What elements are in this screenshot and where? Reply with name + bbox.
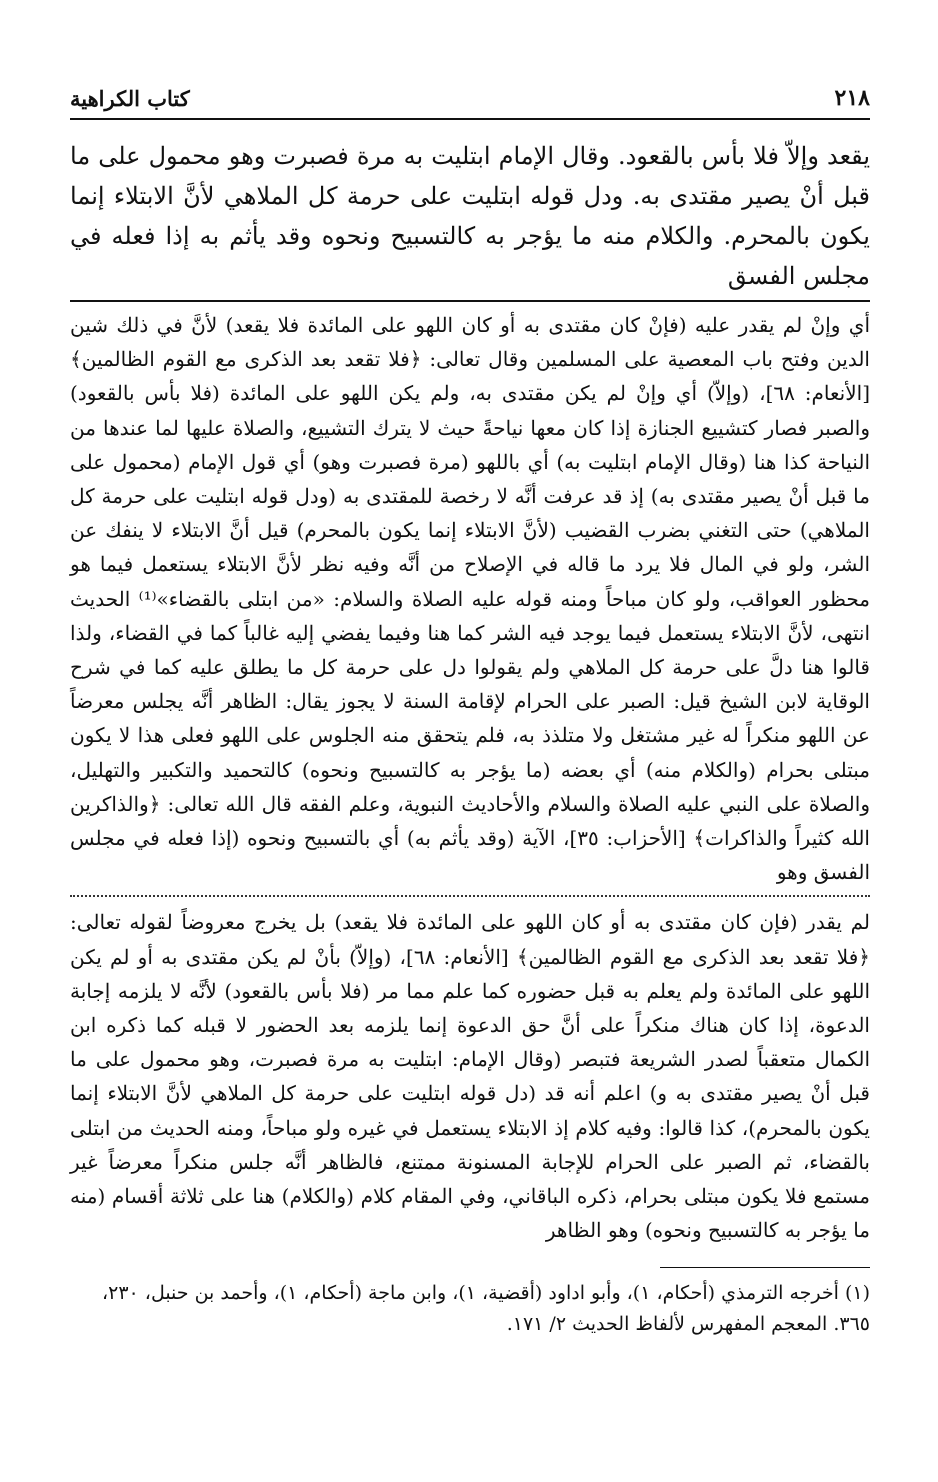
running-header [70,80,870,120]
commentary-paragraph: أي وإنْ لم يقدر عليه (فإنْ كان مقتدى به أو كان اللهو على المائدة فلا يقعد) لأنَّ في ذلك شين الدين وفتح باب المعصية على المسلمين وقال تعالى: ﴿فلا تقعد بعد الذكرى مع القوم الظالمين﴾ [الأنعام: ٦٨]، (وإلاّ) أي وإنْ لم يكن مقتدى به، ولم يكن اللهو على المائدة (فلا بأس بالقعود) والصبر فصار كتشييع الجنازة إذا كان معها نياحةً حيث لا يترك التشييع، والصلاة عليها لما عندها من النياحة كذا هنا (وقال الإمام ابتليت به) أي باللهو (مرة فصبرت وهو) أي قول الإمام (محمول على ما قبل أنْ يصير مقتدى به) إذ قد عرفت أنَّه لا رخصة للمقتدى به (ودل قوله ابتليت على حرمة كل الملاهي) حتى التغني بضرب القضيب (لأنَّ الابتلاء إنما يكون بالمحرم) قيل أنَّ الابتلاء لا ينفك عن الشر، ولو في المال فلا يرد ما قاله في الإصلاح من أنَّه وفيه نظر لأنَّ الابتلاء يستعمل فيما هو محظور العواقب، ولو كان مباحاً ومنه قوله عليه الصلاة والسلام: «من ابتلى بالقضاء»⁽¹⁾ الحديث انتهى، لأنَّ الابتلاء يستعمل فيما يوجد فيه الشر كما هنا وفيما يفضي إليه غالباً كما في القضاء، ولذا قالوا هنا دلَّ على حرمة كل الملاهي ولم يقولوا دل على حرمة كل ما يطلق عليه كما في شرح الوقاية لابن الشيخ قيل: الصبر على الحرام لإقامة السنة لا يجوز يقال: الظاهر أنَّه يجلس معرضاً عن اللهو منكراً له غير مشتغل ولا متلذذ به، فلم يتحقق منه الجلوس على اللهو فعلى هذا لا يكون مبتلى بحرام (والكلام منه) أي بعضه (ما يؤجر به كالتسبيح ونحوه) كالتحميد والتكبير والتهليل، والصلاة على النبي عليه الصلاة والسلام والأحاديث النبوية، وعلم الفقه قال الله تعالى: ﴿والذاكرين الله كثيراً والذاكرات﴾ [الأحزاب: ٣٥]، الآية (وقد يأثم به) أي بالتسبيح ونحوه (إذا فعله في مجلس الفسق وهو [70,313,871,885]
commentary-block-2 [70,905,870,1247]
page-number: ٢١٨ [834,85,870,111]
book-title: كتاب الكراهية [70,85,190,111]
commentary-divider [70,895,870,897]
book-page [70,80,870,1340]
main-text-block [70,136,870,296]
footnote-block [70,1278,870,1340]
commentary-block-1 [70,308,870,889]
footnote-text: (١) أخرجه الترمذي (أحكام، ١)، وأبو اداود (أقضية، ١)، وابن ماجة (أحكام، ١)، وأحمد بن حنبل، ٢٣٠، ٣٦٥. المعجم المفهرس لألفاظ الحديث ٢/ ١٧١. [102,1282,870,1336]
main-text-divider [70,300,870,302]
main-text: يقعد وإلاّ فلا بأس بالقعود. وقال الإمام ابتليت به مرة فصبرت وهو محمول على ما قبل أنْ يصير مقتدى به. ودل قوله ابتليت على حرمة كل الملاهي لأنَّ الابتلاء إنما يكون بالمحرم. والكلام منه ما يؤجر به كالتسبيح ونحوه وقد يأثم به إذا فعله في مجلس الفسق [70,142,871,290]
commentary-paragraph: لم يقدر (فإن كان مقتدى به أو كان اللهو على المائدة فلا يقعد) بل يخرج معروضاً لقوله تعالى: ﴿فلا تقعد بعد الذكرى مع القوم الظالمين﴾ [الأنعام: ٦٨]، (وإلاّ) بأنْ لم يكن مقتدى به أو لم يكن اللهو على المائدة ولم يعلم به قبل حضوره كما علم مما مر (فلا بأس بالقعود) لأنَّه لا يلزمه إجابة الدعوة، إذا كان هناك منكراً على أنَّ حق الدعوة إنما يلزمه بعد الحضور لا قبله كما ذكره ابن الكمال متعقباً لصدر الشريعة فتبصر (وقال الإمام: ابتليت به مرة فصبرت، وهو محمول على ما قبل أنْ يصير مقتدى به و) اعلم أنه قد (دل قوله ابتليت على حرمة كل الملاهي لأنَّ الابتلاء إنما يكون بالمحرم)، كذا قالوا: وفيه كلام إذ الابتلاء يستعمل في غيره ولو مباحاً، ومنه الحديث من ابتلى بالقضاء، ثم الصبر على الحرام للإجابة المسنونة ممتنع، فالظاهر أنَّه جلس منكراً معرضاً غير مستمع فلا يكون مبتلى بحرام، ذكره الباقاني، وفي المقام كلام (والكلام) هنا على ثلاثة أقسام (منه ما يؤجر به كالتسبيح ونحوه) وهو الظاهر [70,910,870,1243]
footnote-rule [660,1267,870,1268]
